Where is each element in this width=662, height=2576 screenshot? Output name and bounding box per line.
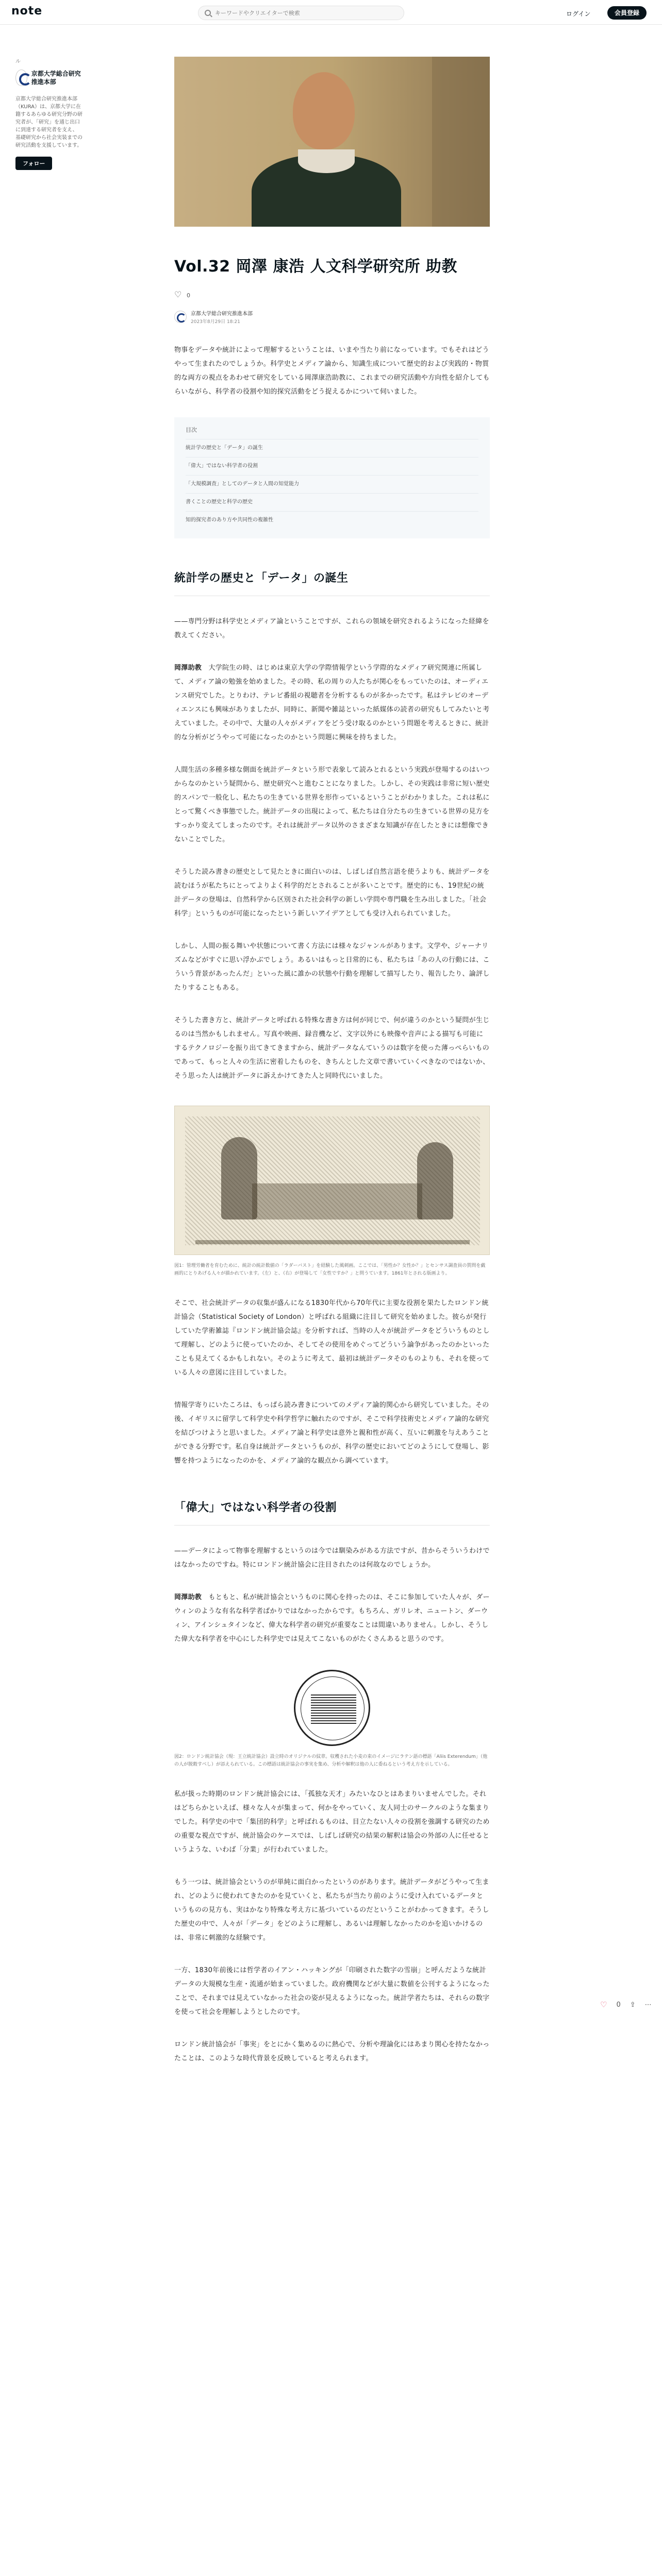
signup-button[interactable]: 会員登録: [607, 6, 647, 20]
creator-name[interactable]: 京都大学総合研究推進本部: [31, 70, 81, 86]
body-paragraph: 情報学寄りにいたころは、もっぱら読み書きについてのメディア論的関心から研究していました。その後、イギリスに留学して科学史や科学哲学に触れたのですが、そこで科学技術史とメディア論的な研究を結びつけようと思いました。メディア論と科学史は意外と親和性が高く、互いに刺激を与えあうことができる分野です。私自身は統計データというものが、科学の歴史においてどのようにして登場し、影響を持つようになったのかを、メディア論的な観点から調べています。: [174, 1401, 489, 1465]
share-icon[interactable]: ⇪: [630, 2001, 636, 2009]
author-name[interactable]: 京都大学総合研究推進本部: [191, 311, 253, 317]
like-row: [174, 292, 490, 299]
body-paragraph: 人間生活の多種多様な側面を統計データという形で表象して読みとれるという実践が登場するのはいつからなのかという疑問から、歴史研究へと進むことになりました。しかし、その実践は非常に短い歴史的スパンで一般化し、私たちの生きている世界を形作っているということがわかりました。これは私にとって驚くべき事態でした。統計データの出現によって、私たちは自分たちの生きている世界の見方をすっかり変えてしまったのです。それは統計データ以外のさまざまな知識が存在したときには想像できないことでした。: [174, 766, 490, 843]
follow-button[interactable]: フォロー: [15, 157, 52, 170]
note-logo[interactable]: note: [11, 5, 43, 18]
figure-caption: 図2：ロンドン統計協会（現：王立統計協会）設立時のオリジナルの紋章。収穫された小麦の束のイメージにラテン語の標語「Aliis Exterendum」（他の人が脱穀すべし）が添えられている。この標語は統計協会の事実を集め、分析や解釈は他の人に委ねるという考え方を示している。: [174, 1754, 488, 1767]
toc-item[interactable]: 知的探究者のあり方や共同性の複雑性: [186, 511, 478, 529]
hero-image: [174, 57, 490, 227]
search-icon: [205, 10, 211, 16]
toc-item[interactable]: 書くことの歴史と科学の歴史: [186, 493, 478, 511]
publish-date: 2023年8月29日 18:21: [191, 319, 240, 325]
author-row[interactable]: [174, 309, 490, 325]
search-bar[interactable]: [198, 6, 404, 20]
speaker-label: 岡澤助教: [174, 1594, 202, 1601]
answer-text: もともと、私が統計協会というものに関心を持ったのは、そこに参加していた人々が、ダーウィンのような有名な科学者ばかりではなかったからです。もちろん、ガリレオ、ニュートン、ダーウィン、アインシュタインなど、偉大な科学者の研究が重要なことは間違いありません。しかし、そうした偉大な科学者を中心にした科学史では見えてこないものがたくさんあると思うのです。: [174, 1594, 490, 1643]
illustration-figure: [174, 1106, 490, 1255]
interviewer-question: ——データによって物事を理解するというのは今では馴染みがある方法ですが、昔からそういうわけではなかったのですね。特にロンドン統計協会に注目されたのは何故なのでしょうか。: [174, 1547, 490, 1569]
body-paragraph: そこで、社会統計データの収集が盛んになる1830年代から70年代に主要な役割を果たしたロンドン統計協会（Statistical Society of London）と呼ばれる組織に注目して研究を始めました。彼らが発行していた学術雑誌『ロンドン統計協会誌』を分析すれば、当時の人々が統計データをどういうものとして理解し、どのように使っていたのか、そしてその使用をめぐってどういう論争があったのかといったことも見えてくるかもしれない。そのように考えて、最初は統計データそのものよりも、それを使っている人々の意図に注目していました。: [174, 1299, 490, 1377]
floating-like-count: 0: [616, 2001, 621, 2009]
body-paragraph: そうした読み書きの歴史として見たときに面白いのは、しばしば自然言語を使うよりも、統計データを読むほうが私たちにとってよりよく科学的だとされることが多いことです。歴史的にも、19世紀の統計データの登場は、自然科学から区別された社会科学の新しい学問や専門職を生み出しました。「社会科学」というものが可能になったという新しいアイデアとしても受け入れられていました。: [174, 868, 490, 918]
answer-paragraph: [174, 1590, 490, 1646]
like-count: 0: [187, 292, 190, 299]
toc-item[interactable]: 「大規模調査」としてのデータと人間の知覚能力: [186, 475, 478, 493]
engraving-caption-line: [195, 1240, 470, 1244]
answer-text: 大学院生の時、はじめは東京大学の学際情報学という学際的なメディア研究関連に所属して、メディア論の勉強を始めました。その時、私の周りの人たちが関心をもっていたのは、オーディエンス研究でした。とりわけ、テレビ番組の視聴者を分析するものが多かったです。私はテレビのオーディエンスにも興味がありましたが、同時に、新聞や雑誌といった紙媒体の読者の研究もしてみたいと考えていました。その中で、大量の人々がメディアをどう受け取るのかという問題を考えるときに、統計的な分析がどうやって可能になったのかという問題に興味を持ちました。: [174, 664, 490, 741]
login-button[interactable]: ログイン: [566, 10, 591, 18]
like-heart-icon[interactable]: [174, 292, 181, 299]
body-paragraph: もう一つは、統計協会というのが単純に面白かったというのがあります。統計データがどうやって生まれ、どのように使われてきたのかを見ていくと、私たちが当たり前のように受け入れているデータというものの見方も、実はかなり特殊な考え方に基づいているのだということがわかってきます。そうした歴史の中で、人々が「データ」をどのように理解し、あるいは理解しなかったのかを追いかけるのは、非常に刺激的な経験です。: [174, 1878, 489, 1942]
toc-heading: 目次: [186, 427, 197, 433]
creator-profile[interactable]: [15, 70, 82, 86]
creator-avatar[interactable]: [15, 70, 27, 86]
article-title: Vol.32 岡澤 康浩 人文科学研究所 助教: [174, 258, 457, 276]
section-heading: 「偉大」ではない科学者の役割: [174, 1499, 490, 1526]
body-paragraph: そうした書き方と、統計データと呼ばれる特殊な書き方は何が同じで、何が違うのかという疑問が生じるのは当然かもしれません。写真や映画、録音機など、文字以外にも映像や音声による描写も可能にするテクノロジーを振り出てきてきますから、統計データなんていうのは数字を使った薄っぺらいものであって、もっと人々の生活に密着したものを、きちんとした文章で書いていくべきなのではないか、そう思った人は統計データに訴えかけてきた人と同時代にいました。: [174, 1016, 490, 1080]
hero-shelf: [432, 57, 490, 227]
body-paragraph: 一方、1830年前後には哲学者のイアン・ハッキングが「印刷された数字の雪崩」と呼んだような統計データの大規模な生産・流通が始まっていました。政府機関などが大量に数値を公刊するようになったことで、それまでは見えていなかった社会の姿が見えるようになった。統計学者たちは、それらの数字を使って社会を理解しようとしたのです。: [174, 1967, 490, 2016]
hero-person-head: [293, 72, 355, 149]
figure-desk: [252, 1183, 422, 1219]
figure-person-right: [417, 1142, 453, 1219]
creator-sidebar: [15, 57, 82, 170]
body-paragraph: しかし、人間の振る舞いや状態について書く方法には様々なジャンルがあります。文学や、ジャーナリズムなどがすぐに思い浮かぶでしょう。あるいはもっと日常的にも、私たちは「あの人の行動には、こういう背景があったんだ」といった風に誰かの状態や行動を理解して描写したり、報告したり、論評したりすることもある。: [174, 942, 490, 992]
toc-item[interactable]: 統計学の歴史と「データ」の誕生: [186, 439, 478, 457]
answer-paragraph: [174, 661, 490, 744]
search-input[interactable]: [215, 10, 390, 16]
article-main: [174, 57, 490, 2065]
hero-person-collar: [298, 149, 355, 173]
magazine-tag: ル: [15, 59, 21, 64]
more-icon[interactable]: ⋯: [644, 2001, 652, 2009]
body-paragraph: ロンドン統計協会が「事実」をとにかく集めるのに熱心で、分析や理論化にはあまり関心を持たなかったことは、このような時代背景を反映していると考えられます。: [174, 2041, 490, 2062]
intro-paragraph: 物事をデータや統計によって理解するということは、いまや当たり前になっています。でもそれはどうやって生まれたのでしょうか。科学史とメディア論から、知識生成について歴史的および実践的・物質的な両方の視点をあわせて研究をしている岡澤康浩助教に、これまでの研究活動や方向性を紹介してもらいながら、科学者の役割や知的探究活動をどう捉えるかについて伺いました。: [174, 346, 490, 396]
toc-item[interactable]: 「偉大」ではない科学者の役割: [186, 457, 478, 475]
table-of-contents: [174, 417, 490, 538]
creator-description: 京都大学総合研究推進本部（KURA）は、京都大学に在籍するあらゆる研究分野の研究者が、「研究」を通じ出口に到達する研究者を支え、基礎研究から社会実装までの研究活動を支援しています。: [15, 96, 82, 148]
floating-actions: [600, 2000, 652, 2009]
section-heading: 統計学の歴史と「データ」の誕生: [174, 569, 490, 596]
society-seal: [294, 1670, 370, 1746]
figure-caption: 図1：管理労働者を育むために、統計の統計数値の「ラダーバスト」を経験した風刺画。ここでは、「男性か？女性か？」とセンサス調査員の質問を戯画的にとりあげる人々が描かれています。（左）と、（右）が登場して「女性ですか？」と問うています。1861年とされる版画より。: [174, 1263, 486, 1276]
speaker-label: 岡澤助教: [174, 664, 202, 672]
floating-like-icon[interactable]: ♡: [600, 2000, 607, 2009]
seal-figure: [174, 1670, 490, 1746]
author-avatar[interactable]: [174, 311, 187, 323]
interviewer-question: ——専門分野は科学史とメディア論ということですが、これらの領域を研究されるようになった経緯を教えてください。: [174, 618, 489, 639]
top-header: [0, 0, 662, 25]
body-paragraph: 私が扱った時期のロンドン統計協会には、「孤独な天才」みたいなひとはあまりいませんでした。それはどちらかといえば、様々な人々が集まって、何かをやっていく、友人同士のサークルのような集まりでした。科学史の中で「集団的科学」と呼ばれるものは、目立たない人々の役割を強調する研究のための重要な視点ですが、統計協会のケースでは、しばしば研究の結果の解釈は協会の外部の人に任せるというような、いわば「分業」が行われていました。: [174, 1790, 490, 1854]
